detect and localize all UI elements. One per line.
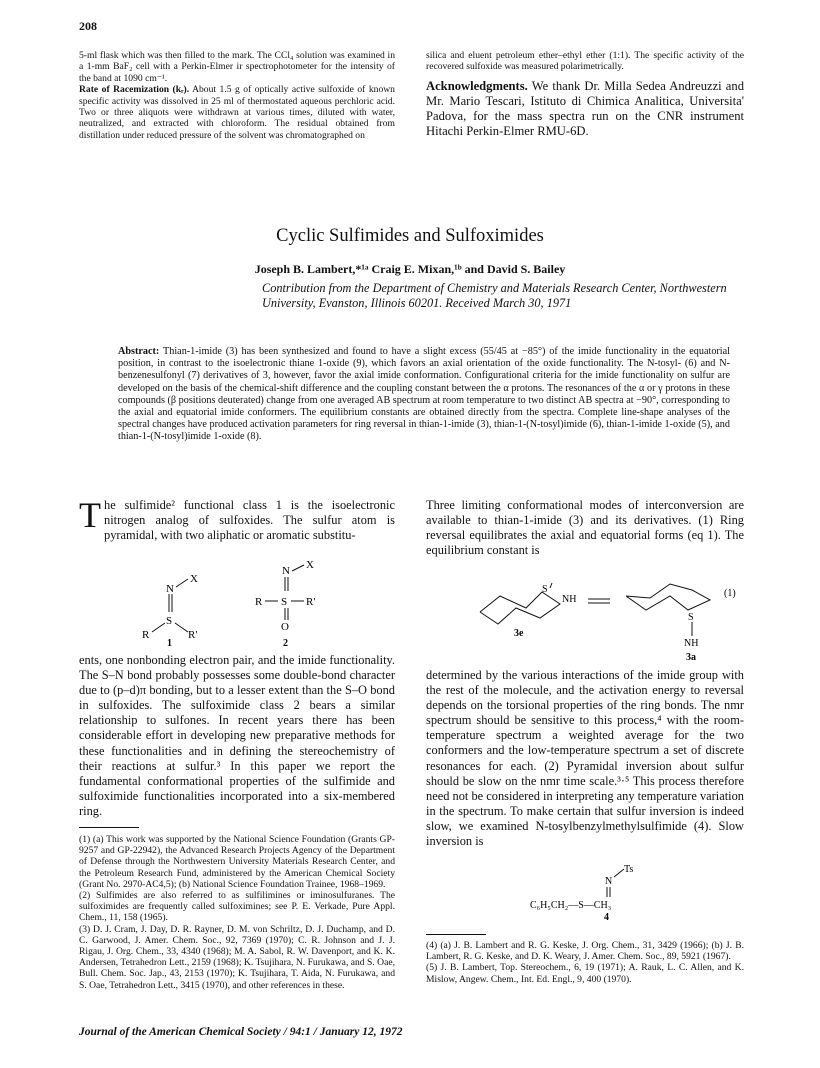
equation-number: (1) xyxy=(724,588,736,599)
intro-text: he sulfimide² functional class 1 is the isoelectronic nitrogen analog of sulfoxides. The sulfur atom is pyramidal, with two aliphatic or aromatic substitu- xyxy=(104,498,395,543)
racemization-heading: Rate of Racemization (kᵣ). xyxy=(79,84,190,96)
experimental-paragraph: 5-ml flask which was then filled to the mark. The CCl₄ solution was examined in a 1-mm BaF₂ cell with a Perkin-Elmer ir spectrophotometer for the intensity of the band at 1090 cm⁻¹. xyxy=(79,50,395,84)
footnote-1: (1) (a) This work was supported by the National Science Foundation (Grants GP-9257 and GP-22942), the Advanced Research Projects Agency of the Department of Defense through the Northwestern University Materials Research Center, and the Petroleum Research Fund, administered by the American Chemical Society (Grant No. 2970-AC4,5); (b) National Science Foundation Trainee, 1968–1969. xyxy=(79,834,395,890)
acknowledgments-heading: Acknowledgments. xyxy=(426,78,528,93)
footnotes-left xyxy=(79,834,395,991)
s1-s: S xyxy=(166,615,173,627)
structure-4 xyxy=(520,860,680,920)
footnote-4: (4) (a) J. B. Lambert and R. G. Keske, J. Org. Chem., 31, 3429 (1966); (b) J. B. Lambert, R. G. Keske, and D. K. Weary, J. Amer. Chem. Soc., 89, 5921 (1967). xyxy=(426,940,744,963)
structure-3-equilibrium xyxy=(460,572,750,662)
structure-1 xyxy=(142,573,198,648)
s1-x: X xyxy=(190,573,198,585)
s1-n: N xyxy=(166,583,174,595)
affiliation: Contribution from the Department of Chemistry and Materials Research Center, Northwestern University, Evanston, Illinois 60201. Received March 30, 1971 xyxy=(262,281,727,310)
footnote-3: (3) D. J. Cram, J. Day, D. R. Rayner, D. M. von Schriltz, D. J. Duchamp, and D. C. Garwood, J. Amer. Chem. Soc., 92, 7369 (1970); C. R. Johnson and J. J. Rigau, J. Org. Chem., 33, 4340 (1968); M. A. Sabol, R. W. Davenport, and K. K. Andersen, Tetrahedron Lett., 2159 (1968); K. Tsujihara, N. Furukawa, and S. Oae, Bull. Chem. Soc. Jap., 43, 2153 (1970); K. Tsujihara, T. Aida, N. Furukawa, and S. Oae, Tetrahedron Lett., 3415 (1970), and other references in these. xyxy=(79,923,395,991)
footnote-5: (5) J. B. Lambert, Top. Stereochem., 6, 19 (1971); A. Rauk, L. C. Allen, and K. Mislow, Angew. Chem., Int. Ed. Engl., 9, 400 (1970). xyxy=(426,962,744,985)
s2-r: R xyxy=(255,596,263,608)
top-left-column xyxy=(79,50,395,141)
footnote-rule-left xyxy=(79,827,139,828)
article-title: Cyclic Sulfimides and Sulfoximides xyxy=(276,226,544,246)
s1-r-prime: R' xyxy=(188,629,198,641)
s2-x: X xyxy=(306,560,314,571)
s3e-nh: NH xyxy=(562,594,577,605)
s3e-label: 3e xyxy=(514,628,524,639)
s3a-nh: NH xyxy=(684,638,699,649)
page-number: 208 xyxy=(79,19,97,33)
right-body-paragraph-1: Three limiting conformational modes of interconversion are available to thian-1-imide (3) and its derivatives. (1) Ring reversal equilibrates the axial and equatorial forms (eq 1). The equilibrium constant is xyxy=(426,498,744,558)
top-right-column xyxy=(426,50,744,139)
s2-label: 2 xyxy=(283,638,288,648)
conformer-3e xyxy=(480,583,576,639)
s3e-s: S xyxy=(542,584,548,595)
footnote-2: (2) Sulfimides are also referred to as sulfilimines or iminosulfuranes. The sulfoximides are frequently called sulfoximines; see P. E. Verkade, Pure Appl. Chem., 11, 158 (1965). xyxy=(79,890,395,924)
drop-cap: T xyxy=(79,495,101,535)
structure-2 xyxy=(255,560,315,648)
abstract-text: Thian-1-imide (3) has been synthesized and found to have a slight excess (55/45 at −85°) of the imide functionality in the equatorial position, in contrast to the isoelectronic thiane 1-oxide (9), which favors an axial orientation of the oxide functionality. The N-tosyl- (6) and N-benzenesulfonyl (7) derivatives of 3, however, favor the axial imide conformation. Configurational criteria for the imide functionality on sulfur are developed on the basis of the chemical-shift difference and the coupling constant between the α protons. The resonances of the α or γ protons in these compounds (β positions deuterated) change from one averaged AB spectrum at room temperature to two distinct AB spectra at −90°, corresponding to the axial and equatorial imide conformers. The equilibrium constants are obtained directly from the spectra. Complete line-shape analyses of the spectral changes have produced activation parameters for ring reversal in thian-1-imide (3), thian-1-(N-tosyl)imide (6), thian-1-imide 1-oxide (5), and thian-1-(N-tosyl)imide 1-oxide (8). xyxy=(118,346,730,443)
specific-activity-paragraph: silica and eluent petroleum ether–ethyl ether (1:1). The specific activity of the recovered sulfoxide was measured polarimetrically. xyxy=(426,50,744,73)
s4-formula: C₆H₅CH₂—S—CH₃ xyxy=(530,900,612,911)
right-body-paragraph-2: determined by the various interactions of the imide group with the rest of the molecule, and the activation energy to reversal depends on the torsional properties of the ring bonds. The nmr spectrum should be sensitive to this process,⁴ with the room-temperature spectrum a weighted average for the two conformers and the low-temperature spectrum a set of discrete resonances for each. (2) Pyramidal inversion about sulfur should be slow on the nmr time scale.³·⁵ This process therefore need not be considered in interpreting any temperature variation in the spectrum. To make certain that sulfur inversion is indeed slow, we examined N-tosylbenzylmethylsulfimide (4). Slow inversion is xyxy=(426,668,744,849)
s4-label: 4 xyxy=(604,912,609,920)
s4-n: N xyxy=(605,876,613,887)
s2-s: S xyxy=(281,596,288,608)
s2-o: O xyxy=(281,621,289,633)
s3a-label: 3a xyxy=(686,652,696,662)
structures-1-2 xyxy=(130,560,370,648)
acknowledgments-text: We thank Dr. Milla Sedea Andreuzzi and Mr. Mario Tescari, Istituto di Chimica Analitica, Universita' Padova, for the mass spectra run on the CNR instrument Hitachi Perkin-Elmer RMU-6D. xyxy=(426,78,744,138)
abstract xyxy=(118,346,730,444)
left-body-continued: ents, one nonbonding electron pair, and the imide functionality. The S–N bond probably possesses some double-bond character due to (p–d)π bonding, but to a lesser extent than the S–O bond in sulfoxides. The sulfoximide class 2 bears a similar relationship to sulfones. In recent years there has been considerable effort in developing new preparative methods for these functionalities and in defining the stereochemistry of their reactions at sulfur.³ In this paper we report the fundamental conformational properties of the sulfimide and sulfoximide functionalities incorporated into a six-membered ring. xyxy=(79,653,395,818)
intro-paragraph xyxy=(79,495,395,543)
journal-footer: Journal of the American Chemical Society / 94:1 / January 12, 1972 xyxy=(79,1026,403,1038)
racemization-paragraph: About 1.5 g of optically active sulfoxide of known specific activity was dissolved in 25 ml of thermostated aqueous perchloric acid. Two or three aliquots were withdrawn at various times, diluted with water, neutralized, and extracted with chloroform. The residual obtained from distillation under reduced pressure of the solvent was chromatographed on xyxy=(79,84,395,141)
article-authors: Joseph B. Lambert,*¹ᵃ Craig E. Mixan,¹ᵇ and David S. Bailey xyxy=(254,262,566,276)
s2-r-prime: R' xyxy=(306,596,316,608)
abstract-heading: Abstract: xyxy=(118,346,160,357)
s3a-s: S xyxy=(688,612,694,623)
conformer-3a xyxy=(626,584,710,662)
s2-n: N xyxy=(282,565,290,577)
footnotes-right xyxy=(426,940,744,985)
s1-r: R xyxy=(142,629,150,641)
footnote-rule-right xyxy=(426,934,486,935)
s1-label: 1 xyxy=(167,638,172,648)
s4-ts: Ts xyxy=(624,864,634,875)
